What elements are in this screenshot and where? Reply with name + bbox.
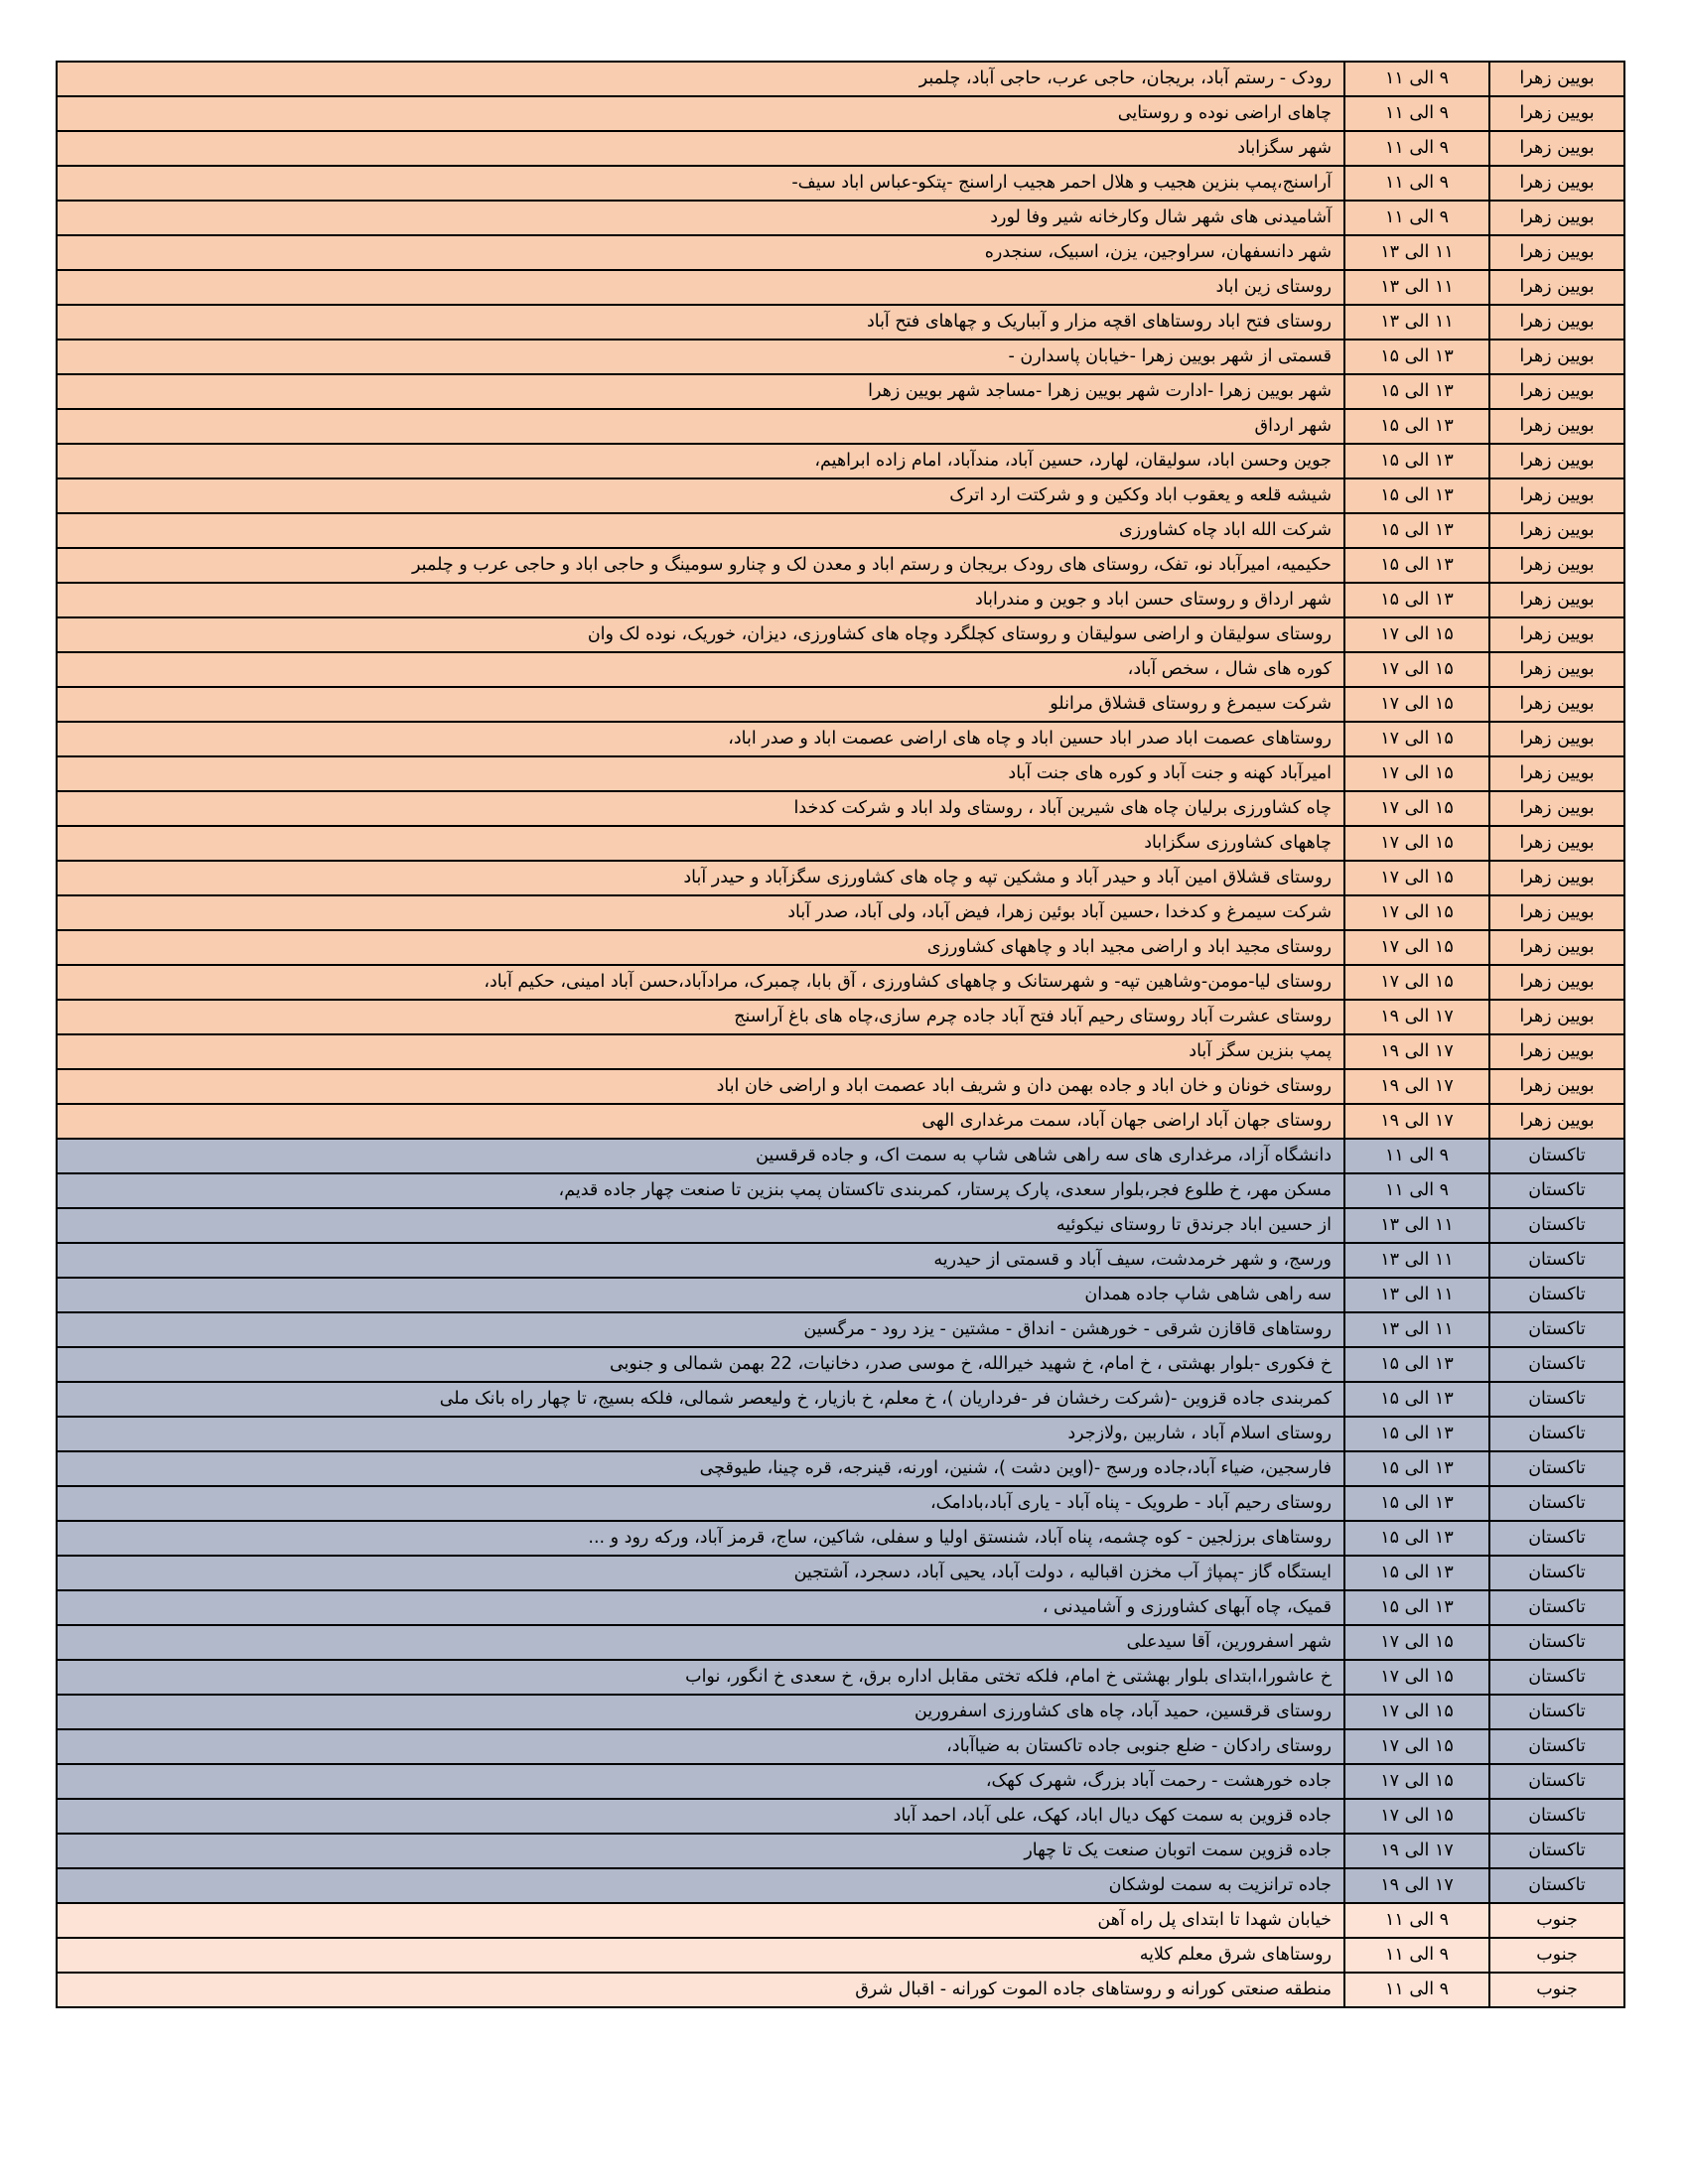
- region-cell: بویین زهرا: [1489, 965, 1624, 1000]
- region-cell: بویین زهرا: [1489, 340, 1624, 374]
- region-cell: بویین زهرا: [1489, 1069, 1624, 1104]
- time-cell: ۱۳ الی ۱۵: [1344, 374, 1489, 409]
- region-cell: بویین زهرا: [1489, 444, 1624, 478]
- table-row: [57, 270, 1624, 305]
- area-cell: روستاهای عصمت اباد صدر اباد حسین اباد و چاه های اراضی عصمت اباد و صدر اباد،: [57, 722, 1344, 756]
- table-row: [57, 1347, 1624, 1382]
- area-cell: ورسج، و شهر خرمدشت، سیف آباد و قسمتی از حیدریه: [57, 1243, 1344, 1278]
- region-cell: جنوب: [1489, 1938, 1624, 1973]
- time-cell: ۱۳ الی ۱۵: [1344, 1347, 1489, 1382]
- area-cell: شرکت الله اباد چاه کشاورزی: [57, 513, 1344, 548]
- time-cell: ۹ الی ۱۱: [1344, 96, 1489, 131]
- table-row: [57, 930, 1624, 965]
- table-row: [57, 478, 1624, 513]
- area-cell: ایستگاه گاز -پمپاژ آب مخزن اقبالیه ، دولت آباد، یحیی آباد، دسجرد، آشتجین: [57, 1556, 1344, 1590]
- region-cell: بویین زهرا: [1489, 166, 1624, 201]
- area-cell: قمیک، چاه آبهای کشاورزی و آشامیدنی ،: [57, 1590, 1344, 1625]
- region-cell: بویین زهرا: [1489, 756, 1624, 791]
- outage-schedule-sheet: [56, 61, 1625, 2008]
- region-cell: جنوب: [1489, 1973, 1624, 2007]
- region-cell: جنوب: [1489, 1903, 1624, 1938]
- region-cell: بویین زهرا: [1489, 861, 1624, 895]
- table-row: [57, 1243, 1624, 1278]
- time-cell: ۱۱ الی ۱۳: [1344, 235, 1489, 270]
- area-cell: روستای مجید اباد و اراضی مجید اباد و چاههای کشاورزی: [57, 930, 1344, 965]
- time-cell: ۱۵ الی ۱۷: [1344, 895, 1489, 930]
- area-cell: شهر ارداق و روستای حسن اباد و جوین و مندراباد: [57, 583, 1344, 617]
- region-cell: بویین زهرا: [1489, 617, 1624, 652]
- region-cell: تاکستان: [1489, 1312, 1624, 1347]
- table-row: [57, 1451, 1624, 1486]
- table-row: [57, 1868, 1624, 1903]
- region-cell: بویین زهرا: [1489, 687, 1624, 722]
- region-cell: تاکستان: [1489, 1347, 1624, 1382]
- time-cell: ۱۵ الی ۱۷: [1344, 965, 1489, 1000]
- time-cell: ۱۵ الی ۱۷: [1344, 1729, 1489, 1764]
- time-cell: ۱۳ الی ۱۵: [1344, 409, 1489, 444]
- table-row: [57, 583, 1624, 617]
- table-row: [57, 1590, 1624, 1625]
- region-cell: تاکستان: [1489, 1451, 1624, 1486]
- time-cell: ۱۱ الی ۱۳: [1344, 1243, 1489, 1278]
- table-row: [57, 1486, 1624, 1521]
- area-cell: آراسنج،پمپ بنزین هجیب و هلال احمر هجیب اراسنج -پتکو-عباس اباد سیف-: [57, 166, 1344, 201]
- table-row: [57, 1799, 1624, 1834]
- table-row: [57, 1903, 1624, 1938]
- region-cell: تاکستان: [1489, 1660, 1624, 1695]
- area-cell: شهر سگزاباد: [57, 131, 1344, 166]
- table-row: [57, 1139, 1624, 1173]
- area-cell: خ فکوری -بلوار بهشتی ، خ امام، خ شهید خیرالله، خ موسی صدر، دخانیات، 22 بهمن شمالی و جنوبی: [57, 1347, 1344, 1382]
- time-cell: ۱۳ الی ۱۵: [1344, 340, 1489, 374]
- region-cell: تاکستان: [1489, 1382, 1624, 1417]
- time-cell: ۱۳ الی ۱۵: [1344, 478, 1489, 513]
- area-cell: از حسین اباد جرندق تا روستای نیکوئیه: [57, 1208, 1344, 1243]
- time-cell: ۱۷ الی ۱۹: [1344, 1069, 1489, 1104]
- area-cell: خ عاشورا،ابتدای بلوار بهشتی خ امام، فلکه تختی مقابل اداره برق، خ سعدی خ انگور، نواب: [57, 1660, 1344, 1695]
- time-cell: ۱۷ الی ۱۹: [1344, 1868, 1489, 1903]
- area-cell: روستای قشلاق امین آباد و حیدر آباد و مشکین تپه و چاه های کشاورزی سگزآباد و حیدر آباد: [57, 861, 1344, 895]
- region-cell: بویین زهرا: [1489, 305, 1624, 340]
- table-row: [57, 62, 1624, 96]
- region-cell: بویین زهرا: [1489, 930, 1624, 965]
- region-cell: بویین زهرا: [1489, 513, 1624, 548]
- area-cell: روستای اسلام آباد ، شاربین ,ولازجرد: [57, 1417, 1344, 1451]
- time-cell: ۱۵ الی ۱۷: [1344, 1764, 1489, 1799]
- region-cell: تاکستان: [1489, 1486, 1624, 1521]
- table-row: [57, 652, 1624, 687]
- table-row: [57, 1034, 1624, 1069]
- table-row: [57, 617, 1624, 652]
- time-cell: ۱۱ الی ۱۳: [1344, 270, 1489, 305]
- table-row: [57, 756, 1624, 791]
- table-row: [57, 1069, 1624, 1104]
- time-cell: ۱۵ الی ۱۷: [1344, 756, 1489, 791]
- time-cell: ۹ الی ۱۱: [1344, 1903, 1489, 1938]
- area-cell: شهر دانسفهان، سراوجین، یزن، اسبیک، سنجدره: [57, 235, 1344, 270]
- time-cell: ۱۳ الی ۱۵: [1344, 1486, 1489, 1521]
- area-cell: روستای زین اباد: [57, 270, 1344, 305]
- table-row: [57, 201, 1624, 235]
- time-cell: ۱۳ الی ۱۵: [1344, 1382, 1489, 1417]
- area-cell: چاه کشاورزی برلیان چاه های شیرین آباد ، روستای ولد اباد و شرکت کدخدا: [57, 791, 1344, 826]
- time-cell: ۱۵ الی ۱۷: [1344, 687, 1489, 722]
- region-cell: تاکستان: [1489, 1729, 1624, 1764]
- table-row: [57, 1278, 1624, 1312]
- area-cell: شهر ارداق: [57, 409, 1344, 444]
- area-cell: روستاهای شرق معلم کلایه: [57, 1938, 1344, 1973]
- region-cell: تاکستان: [1489, 1590, 1624, 1625]
- time-cell: ۱۳ الی ۱۵: [1344, 583, 1489, 617]
- time-cell: ۱۵ الی ۱۷: [1344, 1799, 1489, 1834]
- table-row: [57, 1625, 1624, 1660]
- time-cell: ۱۱ الی ۱۳: [1344, 1208, 1489, 1243]
- area-cell: پمپ بنزین سگز آباد: [57, 1034, 1344, 1069]
- table-row: [57, 409, 1624, 444]
- time-cell: ۱۷ الی ۱۹: [1344, 1000, 1489, 1034]
- area-cell: رودک - رستم آباد، بریجان، حاجی عرب، حاجی آباد، چلمبر: [57, 62, 1344, 96]
- time-cell: ۱۱ الی ۱۳: [1344, 1278, 1489, 1312]
- time-cell: ۹ الی ۱۱: [1344, 201, 1489, 235]
- time-cell: ۹ الی ۱۱: [1344, 1938, 1489, 1973]
- region-cell: بویین زهرا: [1489, 62, 1624, 96]
- time-cell: ۱۷ الی ۱۹: [1344, 1034, 1489, 1069]
- region-cell: بویین زهرا: [1489, 583, 1624, 617]
- area-cell: روستای رحیم آباد - طرویک - پناه آباد - یاری آباد،بادامک،: [57, 1486, 1344, 1521]
- area-cell: روستای رادکان - ضلع جنوبی جاده تاکستان به ضیاآباد،: [57, 1729, 1344, 1764]
- table-row: [57, 1312, 1624, 1347]
- area-cell: جاده قزوین به سمت کهک دیال اباد، کهک، علی آباد، احمد آباد: [57, 1799, 1344, 1834]
- table-row: [57, 1104, 1624, 1139]
- time-cell: ۱۵ الی ۱۷: [1344, 1625, 1489, 1660]
- table-row: [57, 826, 1624, 861]
- area-cell: روستای قرقسین، حمید آباد، چاه های کشاورزی اسفرورین: [57, 1695, 1344, 1729]
- region-cell: بویین زهرا: [1489, 131, 1624, 166]
- region-cell: بویین زهرا: [1489, 826, 1624, 861]
- time-cell: ۱۵ الی ۱۷: [1344, 1660, 1489, 1695]
- region-cell: تاکستان: [1489, 1243, 1624, 1278]
- time-cell: ۱۳ الی ۱۵: [1344, 513, 1489, 548]
- area-cell: جوین وحسن اباد، سولیقان، لهارد، حسین آباد، مندآباد، امام زاده ابراهیم،: [57, 444, 1344, 478]
- area-cell: شهر اسفرورین، آقا سیدعلی: [57, 1625, 1344, 1660]
- area-cell: روستای جهان آباد اراضی جهان آباد، سمت مرغداری الهی: [57, 1104, 1344, 1139]
- time-cell: ۱۱ الی ۱۳: [1344, 305, 1489, 340]
- region-cell: تاکستان: [1489, 1173, 1624, 1208]
- region-cell: تاکستان: [1489, 1208, 1624, 1243]
- region-cell: بویین زهرا: [1489, 374, 1624, 409]
- table-row: [57, 1417, 1624, 1451]
- time-cell: ۱۱ الی ۱۳: [1344, 1312, 1489, 1347]
- time-cell: ۹ الی ۱۱: [1344, 1139, 1489, 1173]
- time-cell: ۱۵ الی ۱۷: [1344, 617, 1489, 652]
- region-cell: بویین زهرا: [1489, 895, 1624, 930]
- table-row: [57, 548, 1624, 583]
- area-cell: شهر بویین زهرا -ادارت شهر بویین زهرا -مساجد شهر بویین زهرا: [57, 374, 1344, 409]
- table-row: [57, 1973, 1624, 2007]
- region-cell: تاکستان: [1489, 1417, 1624, 1451]
- region-cell: بویین زهرا: [1489, 201, 1624, 235]
- table-row: [57, 1208, 1624, 1243]
- area-cell: منطقه صنعتی کورانه و روستاهای جاده الموت کورانه - اقبال شرق: [57, 1973, 1344, 2007]
- region-cell: بویین زهرا: [1489, 1104, 1624, 1139]
- time-cell: ۹ الی ۱۱: [1344, 1173, 1489, 1208]
- region-cell: تاکستان: [1489, 1868, 1624, 1903]
- time-cell: ۱۳ الی ۱۵: [1344, 1451, 1489, 1486]
- time-cell: ۱۵ الی ۱۷: [1344, 1695, 1489, 1729]
- region-cell: تاکستان: [1489, 1278, 1624, 1312]
- table-row: [57, 791, 1624, 826]
- area-cell: آشامیدنی های شهر شال وکارخانه شیر وفا لورد: [57, 201, 1344, 235]
- time-cell: ۱۳ الی ۱۵: [1344, 1417, 1489, 1451]
- region-cell: تاکستان: [1489, 1521, 1624, 1556]
- table-body: [57, 62, 1624, 2007]
- area-cell: حکیمیه، امیرآباد نو، تفک، روستای های رودک بریجان و رستم اباد و معدن لک و چنارو سومینگ و حاجی اباد و حاجی عرب و چلمبر: [57, 548, 1344, 583]
- time-cell: ۱۳ الی ۱۵: [1344, 1556, 1489, 1590]
- region-cell: تاکستان: [1489, 1556, 1624, 1590]
- table-row: [57, 1729, 1624, 1764]
- region-cell: تاکستان: [1489, 1139, 1624, 1173]
- region-cell: بویین زهرا: [1489, 235, 1624, 270]
- table-row: [57, 1382, 1624, 1417]
- area-cell: چاهای اراضی نوده و روستایی: [57, 96, 1344, 131]
- area-cell: سه راهی شاهی شاپ جاده همدان: [57, 1278, 1344, 1312]
- time-cell: ۱۷ الی ۱۹: [1344, 1834, 1489, 1868]
- region-cell: بویین زهرا: [1489, 652, 1624, 687]
- table-row: [57, 861, 1624, 895]
- region-cell: تاکستان: [1489, 1764, 1624, 1799]
- region-cell: بویین زهرا: [1489, 270, 1624, 305]
- area-cell: روستای سولیقان و اراضی سولیقان و روستای کچلگرد وچاه های کشاورزی، دیزان، خوریک، نوده لک وان: [57, 617, 1344, 652]
- time-cell: ۱۳ الی ۱۵: [1344, 1590, 1489, 1625]
- area-cell: شرکت سیمرغ و روستای قشلاق مرانلو: [57, 687, 1344, 722]
- area-cell: روستاهای قاقازن شرقی - خورهشن - انداق - مشتین - یزد رود - مرگسین: [57, 1312, 1344, 1347]
- area-cell: امیرآباد کهنه و جنت آباد و کوره های جنت آباد: [57, 756, 1344, 791]
- table-row: [57, 687, 1624, 722]
- area-cell: روستای فتح اباد روستاهای اقچه مزار و آبباریک و چهاهای فتح آباد: [57, 305, 1344, 340]
- time-cell: ۱۵ الی ۱۷: [1344, 930, 1489, 965]
- table-row: [57, 235, 1624, 270]
- time-cell: ۱۵ الی ۱۷: [1344, 826, 1489, 861]
- time-cell: ۹ الی ۱۱: [1344, 131, 1489, 166]
- table-row: [57, 340, 1624, 374]
- table-row: [57, 374, 1624, 409]
- time-cell: ۱۵ الی ۱۷: [1344, 791, 1489, 826]
- region-cell: بویین زهرا: [1489, 548, 1624, 583]
- table-row: [57, 1000, 1624, 1034]
- region-cell: بویین زهرا: [1489, 1000, 1624, 1034]
- region-cell: بویین زهرا: [1489, 409, 1624, 444]
- time-cell: ۱۵ الی ۱۷: [1344, 861, 1489, 895]
- region-cell: تاکستان: [1489, 1695, 1624, 1729]
- table-row: [57, 1173, 1624, 1208]
- region-cell: بویین زهرا: [1489, 722, 1624, 756]
- table-row: [57, 96, 1624, 131]
- table-row: [57, 444, 1624, 478]
- area-cell: قسمتی از شهر بویین زهرا -خیابان پاسدارن -: [57, 340, 1344, 374]
- area-cell: روستای لیا-مومن-وشاهین تپه- و شهرستانک و چاههای کشاورزی ، آق بابا، چمبرک، مرادآباد،حسن آباد امینی، حکیم آباد،: [57, 965, 1344, 1000]
- table-row: [57, 895, 1624, 930]
- table-row: [57, 1521, 1624, 1556]
- area-cell: فارسجین، ضیاء آباد،جاده ورسج -(اوین دشت )، شنین، اورنه، قینرجه، قره چینا، طیوقچی: [57, 1451, 1344, 1486]
- area-cell: شیشه قلعه و یعقوب اباد وککین و و شرکتت ارد اترک: [57, 478, 1344, 513]
- area-cell: چاههای کشاورزی سگزاباد: [57, 826, 1344, 861]
- time-cell: ۹ الی ۱۱: [1344, 166, 1489, 201]
- table-row: [57, 305, 1624, 340]
- region-cell: بویین زهرا: [1489, 478, 1624, 513]
- region-cell: بویین زهرا: [1489, 1034, 1624, 1069]
- region-cell: تاکستان: [1489, 1834, 1624, 1868]
- area-cell: روستای خونان و خان اباد و جاده بهمن دان و شریف اباد عصمت اباد و اراضی خان اباد: [57, 1069, 1344, 1104]
- area-cell: جاده خورهشت - رحمت آباد بزرگ، شهرک کهک،: [57, 1764, 1344, 1799]
- area-cell: جاده قزوین سمت اتوبان صنعت یک تا چهار: [57, 1834, 1344, 1868]
- area-cell: دانشگاه آزاد، مرغداری های سه راهی شاهی شاپ به سمت اک، و جاده قرقسین: [57, 1139, 1344, 1173]
- area-cell: خیابان شهدا تا ابتدای پل راه آهن: [57, 1903, 1344, 1938]
- time-cell: ۱۷ الی ۱۹: [1344, 1104, 1489, 1139]
- region-cell: تاکستان: [1489, 1625, 1624, 1660]
- table-row: [57, 1938, 1624, 1973]
- table-row: [57, 1660, 1624, 1695]
- region-cell: تاکستان: [1489, 1799, 1624, 1834]
- time-cell: ۹ الی ۱۱: [1344, 1973, 1489, 2007]
- time-cell: ۱۳ الی ۱۵: [1344, 444, 1489, 478]
- table-row: [57, 1834, 1624, 1868]
- area-cell: روستای عشرت آباد روستای رحیم آباد فتح آباد جاده چرم سازی،چاه های باغ آراسنج: [57, 1000, 1344, 1034]
- table-row: [57, 722, 1624, 756]
- area-cell: کوره های شال ، سخص آباد،: [57, 652, 1344, 687]
- area-cell: روستاهای برزلجین - کوه چشمه، پناه آباد، شنستق اولیا و سفلی، شاکین، ساج، قرمز آباد، ورکه رود و ...: [57, 1521, 1344, 1556]
- time-cell: ۹ الی ۱۱: [1344, 62, 1489, 96]
- area-cell: جاده ترانزیت به سمت لوشکان: [57, 1868, 1344, 1903]
- table-row: [57, 1764, 1624, 1799]
- time-cell: ۱۵ الی ۱۷: [1344, 722, 1489, 756]
- time-cell: ۱۳ الی ۱۵: [1344, 548, 1489, 583]
- outage-schedule-table: [56, 61, 1625, 2008]
- time-cell: ۱۳ الی ۱۵: [1344, 1521, 1489, 1556]
- area-cell: شرکت سیمرغ و کدخدا ،حسین آباد بوئین زهرا، فیض آباد، ولی آباد، صدر آباد: [57, 895, 1344, 930]
- table-row: [57, 965, 1624, 1000]
- region-cell: بویین زهرا: [1489, 791, 1624, 826]
- region-cell: بویین زهرا: [1489, 96, 1624, 131]
- area-cell: مسکن مهر، خ طلوع فجر،بلوار سعدی، پارک پرستار، کمربندی تاکستان پمپ بنزین تا صنعت چهار جاده قدیم،: [57, 1173, 1344, 1208]
- area-cell: کمربندی جاده قزوین -(شرکت رخشان فر -فرداریان )، خ معلم، خ بازیار، خ ولیعصر شمالی، فلکه بسیج، تا چهار راه بانک ملی: [57, 1382, 1344, 1417]
- table-row: [57, 131, 1624, 166]
- time-cell: ۱۵ الی ۱۷: [1344, 652, 1489, 687]
- table-row: [57, 1695, 1624, 1729]
- table-row: [57, 1556, 1624, 1590]
- table-row: [57, 166, 1624, 201]
- table-row: [57, 513, 1624, 548]
